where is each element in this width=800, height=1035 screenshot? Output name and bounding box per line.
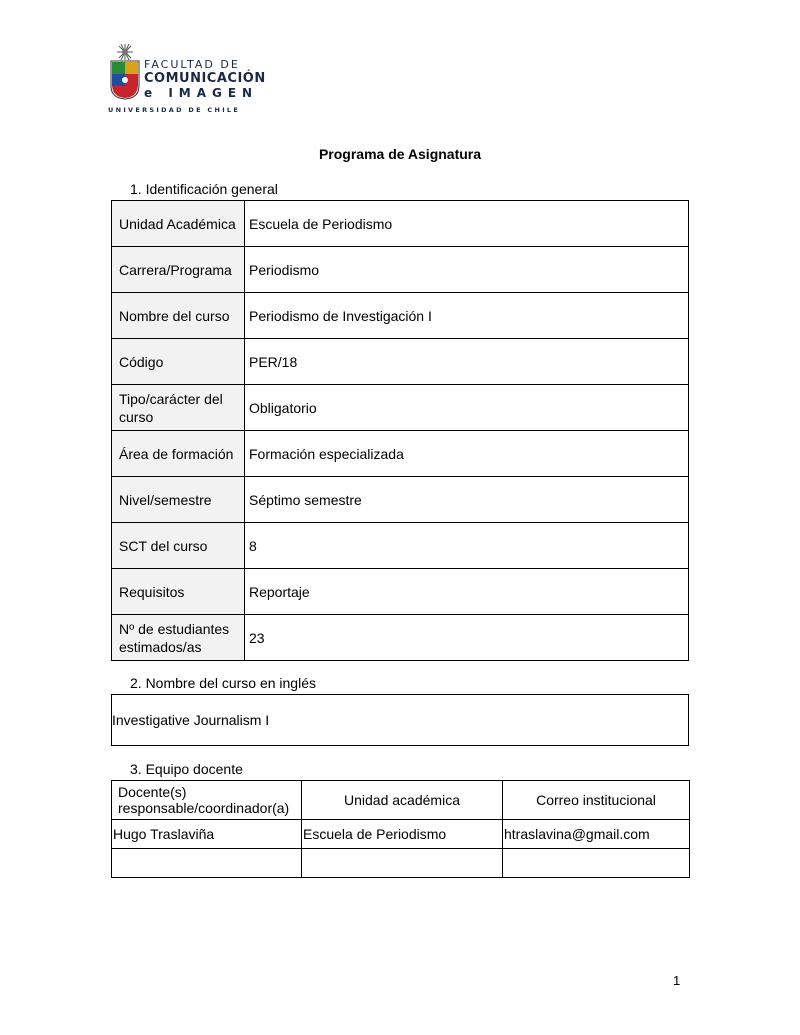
english-course-name: Investigative Journalism I: [112, 695, 689, 746]
institutional-email: [503, 849, 690, 878]
teacher-name: [112, 849, 302, 878]
row-label: Tipo/carácter del curso: [112, 385, 245, 431]
row-value: Séptimo semestre: [245, 477, 689, 523]
table-row: [112, 569, 689, 615]
row-value: 8: [245, 523, 689, 569]
row-value: Escuela de Periodismo: [245, 201, 689, 247]
row-value: Formación especializada: [245, 431, 689, 477]
teacher-name: Hugo Traslaviña: [112, 820, 302, 849]
general-identification-table: [111, 200, 689, 661]
column-header: Unidad académica: [302, 781, 503, 820]
section1-heading: 1. Identificación general: [130, 181, 278, 197]
logo-university-text: UNIVERSIDAD DE CHILE: [108, 106, 241, 114]
table-row: [112, 293, 689, 339]
logo-text-line1: FACULTAD DE: [144, 58, 240, 71]
table-row: [112, 849, 690, 878]
row-value: 23: [245, 615, 689, 661]
row-value: Reportaje: [245, 569, 689, 615]
row-label: Nombre del curso: [112, 293, 245, 339]
table-row: [112, 523, 689, 569]
table-row: [112, 695, 689, 746]
row-value: Obligatorio: [245, 385, 689, 431]
row-label: Carrera/Programa: [112, 247, 245, 293]
logo-text-line3: e IMAGEN: [144, 86, 259, 100]
table-row: [112, 339, 689, 385]
institutional-email: htraslavina@gmail.com: [503, 820, 690, 849]
row-label: Nº de estudiantes estimados/as: [112, 615, 245, 661]
star-logo-icon: [112, 42, 138, 62]
row-label: Nivel/semestre: [112, 477, 245, 523]
table-row: [112, 201, 689, 247]
row-value: Periodismo de Investigación I: [245, 293, 689, 339]
faculty-logo: [108, 42, 266, 116]
column-header: Correo institucional: [503, 781, 690, 820]
row-label: Requisitos: [112, 569, 245, 615]
section2-heading: 2. Nombre del curso en inglés: [130, 675, 316, 691]
table-header-row: [112, 781, 690, 820]
table-row: [112, 820, 690, 849]
table-row: [112, 477, 689, 523]
column-header: Docente(s) responsable/coordinador(a): [112, 781, 302, 820]
table-row: [112, 615, 689, 661]
row-value: Periodismo: [245, 247, 689, 293]
academic-unit: Escuela de Periodismo: [302, 820, 503, 849]
teaching-team-table: [111, 780, 690, 878]
table-row: [112, 385, 689, 431]
table-row: [112, 431, 689, 477]
row-label: Área de formación: [112, 431, 245, 477]
academic-unit: [302, 849, 503, 878]
logo-text-line2: COMUNICACIÓN: [144, 71, 266, 86]
section3-heading: 3. Equipo docente: [130, 761, 243, 777]
row-label: SCT del curso: [112, 523, 245, 569]
row-label: Unidad Académica: [112, 201, 245, 247]
university-shield-icon: [110, 60, 140, 100]
row-value: PER/18: [245, 339, 689, 385]
english-name-table: [111, 694, 689, 746]
table-row: [112, 247, 689, 293]
page-title: Programa de Asignatura: [318, 146, 482, 162]
row-label: Código: [112, 339, 245, 385]
page-number: 1: [673, 973, 681, 988]
